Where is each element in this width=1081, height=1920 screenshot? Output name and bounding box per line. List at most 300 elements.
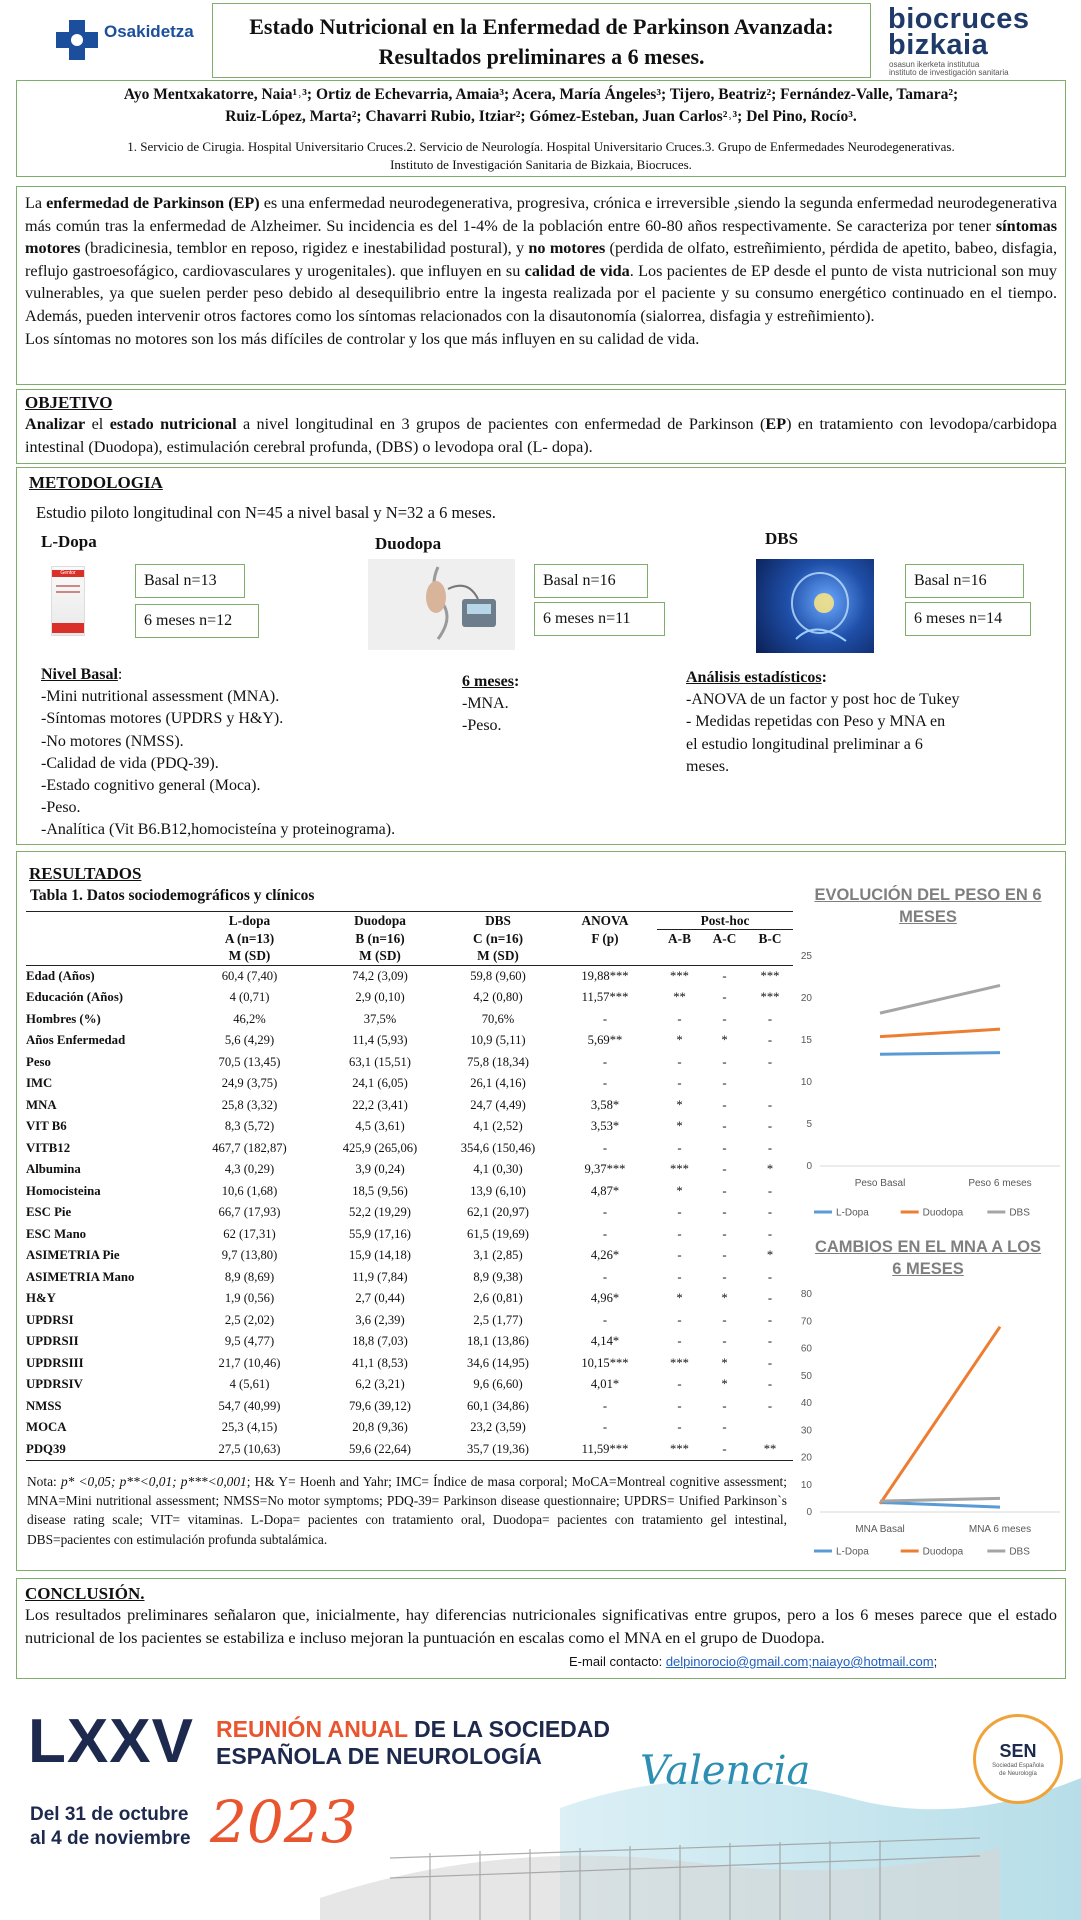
group-name-duodopa: Duodopa xyxy=(375,534,442,553)
table-cell: - xyxy=(602,1140,608,1155)
table-cell: - xyxy=(767,1377,773,1392)
table-cell: 24,7 (4,49) xyxy=(470,1097,526,1112)
poster-title-line1: Estado Nutricional en la Enfermedad de Parkinson Avanzada: xyxy=(249,14,834,39)
series-line-duodopa xyxy=(880,1029,1000,1037)
table-cell: 34,6 (14,95) xyxy=(467,1355,529,1370)
table-cell: 11,4 (5,93) xyxy=(352,1033,408,1048)
dbs-basal-box: Basal n=16 xyxy=(905,564,1024,598)
group-name-dbs: DBS xyxy=(765,529,799,548)
table-row xyxy=(26,1374,793,1396)
table-cell: - xyxy=(722,1097,727,1112)
x-tick-label: MNA 6 meses xyxy=(968,1524,1032,1535)
row-label: VITB12 xyxy=(26,1140,71,1155)
table-cell: * xyxy=(721,1377,728,1392)
chart-peso-title: EVOLUCIÓN DEL PESO EN 6 MESES xyxy=(814,886,1042,926)
city-text: Valencia xyxy=(640,1748,811,1794)
table-cell: - xyxy=(602,1226,608,1241)
col-header-duodopa: Duodopa xyxy=(354,912,406,928)
table-cell: 4,5 (3,61) xyxy=(355,1119,405,1134)
table-cell: 24,1 (6,05) xyxy=(352,1076,408,1091)
table-cell: - xyxy=(602,1054,608,1069)
table-cell: 10,15*** xyxy=(581,1355,629,1370)
ldopa-6m-box: 6 meses n=12 xyxy=(135,604,259,638)
table-cell: - xyxy=(767,1205,773,1220)
introduction-text: La enfermedad de Parkinson (EP) es una enfermedad neurodegenerativa, progresiva, crónica e irreversible ,siendo la segunda enfermedad neurodegenerativa más común tras la enfermedad de Alzheimer. Su incidencia es del 1-4% de la población entre 60-80 años respectivamente. Se caracteriza por tener síntomas motores (bradicinesia, temblor en reposo, rigidez e inestabilidad postural), y no motores (perdida de olfato, estreñimiento, pérdida de apetito, babeo, disfagia, reflujo gastroesofágico, cardiovasculares y urogenitales). que influyen en su calidad de vida. Los pacientes de EP desde el punto de vista nutricional son muy vulnerables, ya que suelen perder peso debido al desequilibrio entre la ingesta realizada por el paciente y su consumo energético continuado en el tiempo. Además, pueden intervenir otros factores como los síntomas relacionados con la disautonomía (sialorrea, disfagia y estreñimiento). xyxy=(25,194,1058,325)
row-label: UPDRSI xyxy=(26,1312,74,1327)
metodologia-title: METODOLOGIA xyxy=(29,473,163,492)
table-cell: - xyxy=(722,990,727,1005)
table-cell: 4,01* xyxy=(590,1377,620,1392)
table-row xyxy=(26,1331,793,1353)
table-cell: 5,69** xyxy=(587,1033,623,1048)
affiliations-line1: 1. Servicio de Cirugia. Hospital Universitario Cruces.2. Servicio de Neurología. Hospital Universitario Cruces.3. Grupo de Enfermedades Neurodegenerativas. xyxy=(127,139,955,154)
footer-banner xyxy=(0,1688,1081,1920)
analisis-item: meses. xyxy=(686,757,730,775)
table-cell: 15,9 (14,18) xyxy=(349,1248,411,1263)
table-cell: 1,9 (0,56) xyxy=(224,1291,275,1306)
col-bc: B-C xyxy=(758,930,782,946)
y-tick-label: 0 xyxy=(806,1161,812,1172)
x-tick-label: Peso Basal xyxy=(854,1178,906,1189)
dates-line1: Del 31 de octubre xyxy=(30,1804,189,1825)
table-cell: 70,6% xyxy=(481,1011,515,1026)
table-cell: 4,3 (0,29) xyxy=(224,1162,275,1177)
table-cell: *** xyxy=(670,969,689,983)
y-tick-label: 10 xyxy=(800,1077,812,1088)
table-cell: 6,2 (3,21) xyxy=(355,1377,405,1392)
table-row xyxy=(26,966,793,988)
table-cell: - xyxy=(677,1076,682,1091)
table-cell: * xyxy=(721,1033,728,1048)
table-cell: 13,9 (6,10) xyxy=(470,1183,526,1198)
table-cell: 11,9 (7,84) xyxy=(352,1269,408,1284)
table-cell: 5,6 (4,29) xyxy=(224,1033,275,1048)
row-label: Educación (Años) xyxy=(26,990,124,1005)
table-cell: 354,6 (150,46) xyxy=(460,1140,536,1155)
row-label: Albumina xyxy=(26,1162,81,1177)
col-sub-ldopa: A (n=13) xyxy=(224,930,275,946)
nivel-basal-item: -Analítica (Vit B6.B12,homocisteína y proteinograma). xyxy=(41,821,396,839)
row-label: MOCA xyxy=(26,1420,67,1435)
x-tick-label: MNA Basal xyxy=(855,1524,905,1535)
legend-label: L-Dopa xyxy=(836,1546,869,1558)
row-label: Hombres (%) xyxy=(26,1011,101,1026)
table-cell: - xyxy=(677,1269,682,1284)
table-cell: - xyxy=(722,1248,727,1263)
table-row xyxy=(26,1224,793,1246)
seis-meses-section: 6 meses: -MNA. -Peso. xyxy=(462,671,519,738)
table-cell: * xyxy=(676,1097,683,1112)
table-cell: 35,7 (19,36) xyxy=(467,1441,529,1456)
table-cell: - xyxy=(767,1119,773,1134)
table-cell: - xyxy=(677,1420,682,1435)
table-cell: * xyxy=(721,1291,728,1306)
table-cell: - xyxy=(722,969,727,983)
table-cell: 2,7 (0,44) xyxy=(355,1291,405,1306)
col-header-dbs: DBS xyxy=(485,912,511,928)
table-cell: - xyxy=(767,1398,773,1413)
dbs-6m-box: 6 meses n=14 xyxy=(905,602,1031,636)
table-cell: - xyxy=(767,1183,773,1198)
y-tick-label: 20 xyxy=(800,1452,812,1464)
nivel-basal-item: -Estado cognitivo general (Moca). xyxy=(41,777,261,795)
chart-peso xyxy=(790,936,1070,1241)
table-cell: - xyxy=(722,1226,727,1241)
legend-label: DBS xyxy=(1009,1546,1030,1558)
table-cell: 11,59*** xyxy=(581,1441,629,1456)
table-cell: 2,6 (0,81) xyxy=(473,1291,523,1306)
seis-meses-item: -MNA. xyxy=(462,695,509,713)
col-ac: A-C xyxy=(712,930,737,946)
table-cell: - xyxy=(722,1119,727,1134)
nivel-basal-section: Nivel Basal: -Mini nutritional assessment (MNA). -Síntomas motores (UPDRS y H&Y). -No motores (NMSS). -Calidad de vida (PDQ-39). -Estado cognitivo general (Moca). -Peso. -Analítica (Vit B6.B12,homocisteína y proteinograma). xyxy=(41,664,395,842)
series-line-ldopa xyxy=(880,1053,1000,1055)
table-cell: 60,1 (34,86) xyxy=(467,1398,529,1413)
y-tick-label: 5 xyxy=(806,1119,812,1130)
col-sub-dbs: C (n=16) xyxy=(472,930,524,946)
title-box xyxy=(212,3,871,78)
table-cell: 26,1 (4,16) xyxy=(470,1076,526,1091)
conclusion-box xyxy=(16,1578,1066,1679)
table-row xyxy=(26,1181,793,1203)
table-cell: - xyxy=(767,1334,773,1349)
legend-label: Duodopa xyxy=(922,1546,964,1558)
table-cell: 55,9 (17,16) xyxy=(349,1226,411,1241)
duodopa-basal-box: Basal n=16 xyxy=(534,564,648,598)
table-row xyxy=(26,1095,793,1117)
table-cell: 37,5% xyxy=(363,1011,397,1026)
table-cell: 59,6 (22,64) xyxy=(349,1441,411,1456)
table-cell: 59,8 (9,60) xyxy=(470,969,526,983)
table-row xyxy=(26,1202,793,1224)
conclusion-title: CONCLUSIÓN. xyxy=(25,1584,145,1603)
table-cell: 4 (0,71) xyxy=(229,990,270,1005)
table-cell: - xyxy=(767,1355,773,1370)
contact-email: E-mail contacto: delpinorocio@gmail.com;naiayo@hotmail.com; xyxy=(569,1654,938,1669)
table-cell: - xyxy=(677,1398,682,1413)
table-cell: - xyxy=(722,1183,727,1198)
table-cell: 9,37*** xyxy=(584,1162,626,1177)
table-cell: 54,7 (40,99) xyxy=(218,1398,281,1413)
table-cell: 3,53* xyxy=(590,1119,620,1134)
table-row xyxy=(26,1439,793,1461)
sen-logo xyxy=(973,1714,1063,1804)
nivel-basal-item: -No motores (NMSS). xyxy=(41,732,184,750)
col-msd: M (SD) xyxy=(477,948,519,964)
y-tick-label: 30 xyxy=(800,1425,812,1437)
table-cell: 2,5 (1,77) xyxy=(473,1312,523,1327)
table-row xyxy=(26,1052,793,1074)
table-cell: 70,5 (13,45) xyxy=(218,1054,281,1069)
table-cell: ** xyxy=(673,990,686,1005)
table-cell: 75,8 (18,34) xyxy=(467,1054,529,1069)
table-cell: - xyxy=(677,1205,682,1220)
series-line-dbs xyxy=(880,1498,1000,1501)
row-label: ESC Pie xyxy=(26,1205,72,1220)
row-label: H&Y xyxy=(26,1291,56,1306)
table-cell: - xyxy=(722,1269,727,1284)
row-label: PDQ39 xyxy=(26,1441,66,1456)
y-tick-label: 50 xyxy=(800,1370,812,1382)
table-cell: 2,5 (2,02) xyxy=(224,1312,275,1327)
biocruces-logo xyxy=(888,5,1078,75)
table-cell: 21,7 (10,46) xyxy=(218,1355,281,1370)
row-label: MNA xyxy=(26,1097,57,1112)
duodopa-device-image xyxy=(368,559,515,650)
reunion-line1: REUNIÓN ANUAL DE LA SOCIEDAD xyxy=(216,1716,611,1742)
table-cell: - xyxy=(767,1291,773,1306)
resultados-box xyxy=(16,851,1066,1571)
table-row xyxy=(26,987,793,1009)
table-cell: 9,5 (4,77) xyxy=(224,1334,275,1349)
nivel-basal-item: -Calidad de vida (PDQ-39). xyxy=(41,754,219,772)
table-cell: - xyxy=(602,1205,608,1220)
analisis-item: el estudio longitudinal preliminar a 6 xyxy=(686,735,923,753)
legend-label: L-Dopa xyxy=(836,1207,869,1219)
table-cell: - xyxy=(767,1269,773,1284)
table-cell: 8,9 (9,38) xyxy=(473,1269,523,1284)
nivel-basal-item: -Síntomas motores (UPDRS y H&Y). xyxy=(41,710,284,728)
y-tick-label: 10 xyxy=(800,1479,812,1491)
table-cell: 25,8 (3,32) xyxy=(221,1097,278,1112)
sen-sub1: Sociedad Española xyxy=(992,1763,1044,1769)
col-sub-anova: F (p) xyxy=(591,930,619,946)
table-cell: 4,14* xyxy=(590,1334,620,1349)
row-label: ASIMETRIA Mano xyxy=(26,1269,135,1284)
table-row xyxy=(26,1116,793,1138)
table-cell: - xyxy=(722,1011,727,1026)
table-cell: * xyxy=(721,1355,728,1370)
legend-label: DBS xyxy=(1009,1207,1030,1219)
table-cell: 60,4 (7,40) xyxy=(221,969,278,983)
table-cell: - xyxy=(602,1420,608,1435)
ldopa-drug-box-image xyxy=(51,566,85,636)
authors-line2: Ruiz-López, Marta²; Chavarri Rubio, Itziar²; Gómez-Esteban, Juan Carlos²˒³; Del Pino, Rocío³. xyxy=(225,108,857,125)
table-cell: - xyxy=(677,1312,682,1327)
table-cell: ** xyxy=(763,1441,777,1456)
table-row xyxy=(26,1073,793,1095)
email-link[interactable]: delpinorocio@gmail.com;naiayo@hotmail.com xyxy=(665,1654,934,1669)
table-cell: 62,1 (20,97) xyxy=(467,1205,529,1220)
table-cell: - xyxy=(722,1441,727,1456)
sen-text: SEN xyxy=(999,1741,1037,1761)
table-cell: 4,1 (2,52) xyxy=(473,1119,523,1134)
table-row xyxy=(26,1030,793,1052)
row-label: ESC Mano xyxy=(26,1226,87,1241)
table-cell: 4,87* xyxy=(590,1183,620,1198)
analisis-title: Análisis estadísticos xyxy=(686,669,822,686)
table-row xyxy=(26,1417,793,1439)
nivel-basal-item: -Mini nutritional assessment (MNA). xyxy=(41,688,280,706)
analisis-section: Análisis estadísticos: -ANOVA de un factor y post hoc de Tukey - Medidas repetidas con Peso y MNA en el estudio longitudinal preliminar a 6 meses. xyxy=(686,667,959,778)
conclusion-text: Los resultados preliminares señalaron que, inicialmente, hay diferencias nutricionales significativas entre grupos, pero a los 6 meses parece que el estado nutricional de los pacientes se estabiliza e incluso mejoran la puntuación en escalas como el MNA en el grupo de Duodopa. xyxy=(25,1606,1057,1647)
table-cell: - xyxy=(677,1226,682,1241)
table-row xyxy=(26,1310,793,1332)
table-row xyxy=(26,1288,793,1310)
table-cell: 9,7 (13,80) xyxy=(221,1248,278,1263)
series-line-duodopa xyxy=(880,1327,1000,1504)
table-cell: *** xyxy=(760,990,780,1005)
dbs-brain-image xyxy=(756,559,874,653)
poster-title-line2: Resultados preliminares a 6 meses. xyxy=(378,44,705,69)
col-header-posthoc: Post-hoc xyxy=(657,912,793,930)
table-cell: 66,7 (17,93) xyxy=(218,1205,281,1220)
authors-box xyxy=(16,80,1066,177)
table-cell: - xyxy=(722,1162,727,1177)
results-table xyxy=(26,911,793,1461)
nivel-basal-title: Nivel Basal xyxy=(41,666,118,683)
col-header-anova: ANOVA xyxy=(581,912,629,928)
table-row xyxy=(26,1159,793,1181)
table-cell: - xyxy=(722,1140,727,1155)
x-tick-label: Peso 6 meses xyxy=(968,1178,1032,1189)
table-cell: - xyxy=(677,1140,682,1155)
table-cell: 11,57*** xyxy=(581,990,629,1005)
table-cell: *** xyxy=(670,1441,689,1456)
objetivo-title: OBJETIVO xyxy=(25,393,113,412)
table-cell: - xyxy=(767,1140,773,1155)
table-cell: - xyxy=(767,1033,773,1048)
table-cell: - xyxy=(677,1334,682,1349)
table-cell: *** xyxy=(760,969,780,983)
table-cell: 4,96* xyxy=(590,1291,620,1306)
seis-meses-item: -Peso. xyxy=(462,717,502,735)
table-cell: - xyxy=(767,1054,773,1069)
table-cell: 20,8 (9,36) xyxy=(352,1420,408,1435)
col-msd: M (SD) xyxy=(359,948,401,964)
table-cell: 41,1 (8,53) xyxy=(352,1355,408,1370)
table-cell: * xyxy=(766,1248,774,1263)
table-cell: - xyxy=(722,1076,727,1091)
y-tick-label: 60 xyxy=(800,1343,812,1355)
row-label: UPDRSIII xyxy=(26,1355,84,1370)
objetivo-text: Analizar el estado nutricional a nivel longitudinal en 3 grupos de pacientes con enfermedad de Parkinson (EP) en tratamiento con levodopa/carbidopa intestinal (Duodopa), estimulación cerebral profunda, (DBS) o levodopa oral (L- dopa). xyxy=(25,415,1057,456)
duodopa-6m-box: 6 meses n=11 xyxy=(534,602,665,636)
table-cell: * xyxy=(676,1119,683,1134)
table-cell: * xyxy=(676,1033,683,1048)
table-cell: 74,2 (3,09) xyxy=(352,969,408,983)
table-row xyxy=(26,1396,793,1418)
table-row xyxy=(26,1267,793,1289)
sen-sub2: de Neurología xyxy=(999,1771,1037,1777)
authors-line1: Ayo Mentxakatorre, Naia¹˒³; Ortiz de Echevarria, Amaia³; Acera, María Ángeles³; Tijero, Beatriz²; Fernández-Valle, Tamara²; xyxy=(123,86,959,103)
table-cell: 10,9 (5,11) xyxy=(470,1033,526,1048)
table-cell: 2,9 (0,10) xyxy=(355,990,405,1005)
y-tick-label: 0 xyxy=(806,1507,812,1518)
table-cell: 27,5 (10,63) xyxy=(218,1441,281,1456)
series-line-dbs xyxy=(880,985,1000,1013)
table-cell: - xyxy=(602,1076,608,1091)
row-label: UPDRSII xyxy=(26,1334,79,1349)
table-cell: 24,9 (3,75) xyxy=(221,1076,278,1091)
table-cell: 3,1 (2,85) xyxy=(473,1248,523,1263)
table-cell: 3,58* xyxy=(590,1097,620,1112)
table-cell: 8,9 (8,69) xyxy=(224,1269,275,1284)
row-label: VIT B6 xyxy=(26,1119,67,1134)
reunion-line2: ESPAÑOLA DE NEUROLOGÍA xyxy=(216,1743,542,1769)
y-tick-label: 25 xyxy=(800,951,812,962)
table-cell: - xyxy=(767,1312,773,1327)
y-tick-label: 40 xyxy=(800,1398,812,1409)
table-cell: 23,2 (3,59) xyxy=(470,1420,526,1435)
table-cell: - xyxy=(677,1054,682,1069)
table-cell: 18,5 (9,56) xyxy=(352,1183,408,1198)
chart-mna xyxy=(790,1284,1070,1569)
table-cell: 62 (17,31) xyxy=(223,1226,276,1241)
table-cell: - xyxy=(722,1205,727,1220)
objetivo-box xyxy=(16,389,1066,464)
table-cell: 22,2 (3,41) xyxy=(352,1097,408,1112)
osakidetza-name: Osakidetza xyxy=(104,22,194,41)
dates-line2: al 4 de noviembre xyxy=(30,1828,191,1849)
seis-meses-title: 6 meses xyxy=(462,673,514,690)
osakidetza-logo xyxy=(54,18,204,62)
row-label: Años Enfermedad xyxy=(26,1033,126,1048)
y-tick-label: 20 xyxy=(800,993,812,1004)
row-label: Edad (Años) xyxy=(26,969,95,983)
table-cell: 63,1 (15,51) xyxy=(349,1054,411,1069)
row-label: Peso xyxy=(26,1054,51,1069)
table-cell: - xyxy=(677,1011,682,1026)
y-tick-label: 80 xyxy=(800,1289,812,1300)
table-cell: - xyxy=(602,1312,608,1327)
row-label: ASIMETRIA Pie xyxy=(26,1248,120,1263)
table-cell: 425,9 (265,06) xyxy=(342,1140,418,1155)
table-cell: 3,6 (2,39) xyxy=(355,1312,405,1327)
table-cell: 46,2% xyxy=(233,1011,266,1026)
table-cell: - xyxy=(677,1248,682,1263)
group-name-ldopa: L-Dopa xyxy=(41,532,97,551)
table-cell: * xyxy=(676,1291,683,1306)
analisis-item: - Medidas repetidas con Peso y MNA en xyxy=(686,713,946,731)
table-cell: - xyxy=(602,1269,608,1284)
table-cell: - xyxy=(722,1420,727,1435)
biocruces-sub1: osasun ikerketa institutua xyxy=(889,60,980,69)
row-label: NMSS xyxy=(26,1398,62,1413)
affiliations-line2: Instituto de Investigación Sanitaria de Bizkaia, Biocruces. xyxy=(390,157,692,172)
biocruces-name: biocruces xyxy=(888,3,1030,35)
analisis-item: -ANOVA de un factor y post hoc de Tukey xyxy=(686,691,960,709)
table-cell: 18,1 (13,86) xyxy=(467,1334,529,1349)
table-cell: 4,1 (0,30) xyxy=(473,1162,523,1177)
table-cell: *** xyxy=(670,1355,689,1370)
table-cell: 3,9 (0,24) xyxy=(355,1162,405,1177)
series-line-ldopa xyxy=(880,1502,1000,1507)
osakidetza-cross-icon xyxy=(54,18,100,62)
metodologia-box xyxy=(16,467,1066,845)
col-sub-duodopa: B (n=16) xyxy=(355,930,405,946)
table-row xyxy=(26,1353,793,1375)
table-cell: 19,88*** xyxy=(581,969,629,983)
table-cell: - xyxy=(722,1312,727,1327)
table-cell: * xyxy=(676,1183,683,1198)
table-cell: - xyxy=(722,1334,727,1349)
table-cell: 52,2 (19,29) xyxy=(349,1205,411,1220)
table-cell: 4,2 (0,80) xyxy=(473,990,523,1005)
table-cell: - xyxy=(602,1398,608,1413)
nivel-basal-item: -Peso. xyxy=(41,799,81,817)
col-msd: M (SD) xyxy=(228,948,271,964)
table-row xyxy=(26,1245,793,1267)
row-label: Homocisteina xyxy=(26,1183,101,1198)
y-tick-label: 70 xyxy=(800,1316,812,1328)
table-cell: 10,6 (1,68) xyxy=(221,1183,278,1198)
table-cell: - xyxy=(602,1011,608,1026)
table-cell xyxy=(747,1417,793,1439)
table-cell: - xyxy=(677,1377,682,1392)
chart-mna-title: CAMBIOS EN EL MNA A LOS 6 MESES xyxy=(814,1238,1042,1278)
table-cell: 467,7 (182,87) xyxy=(212,1140,287,1155)
